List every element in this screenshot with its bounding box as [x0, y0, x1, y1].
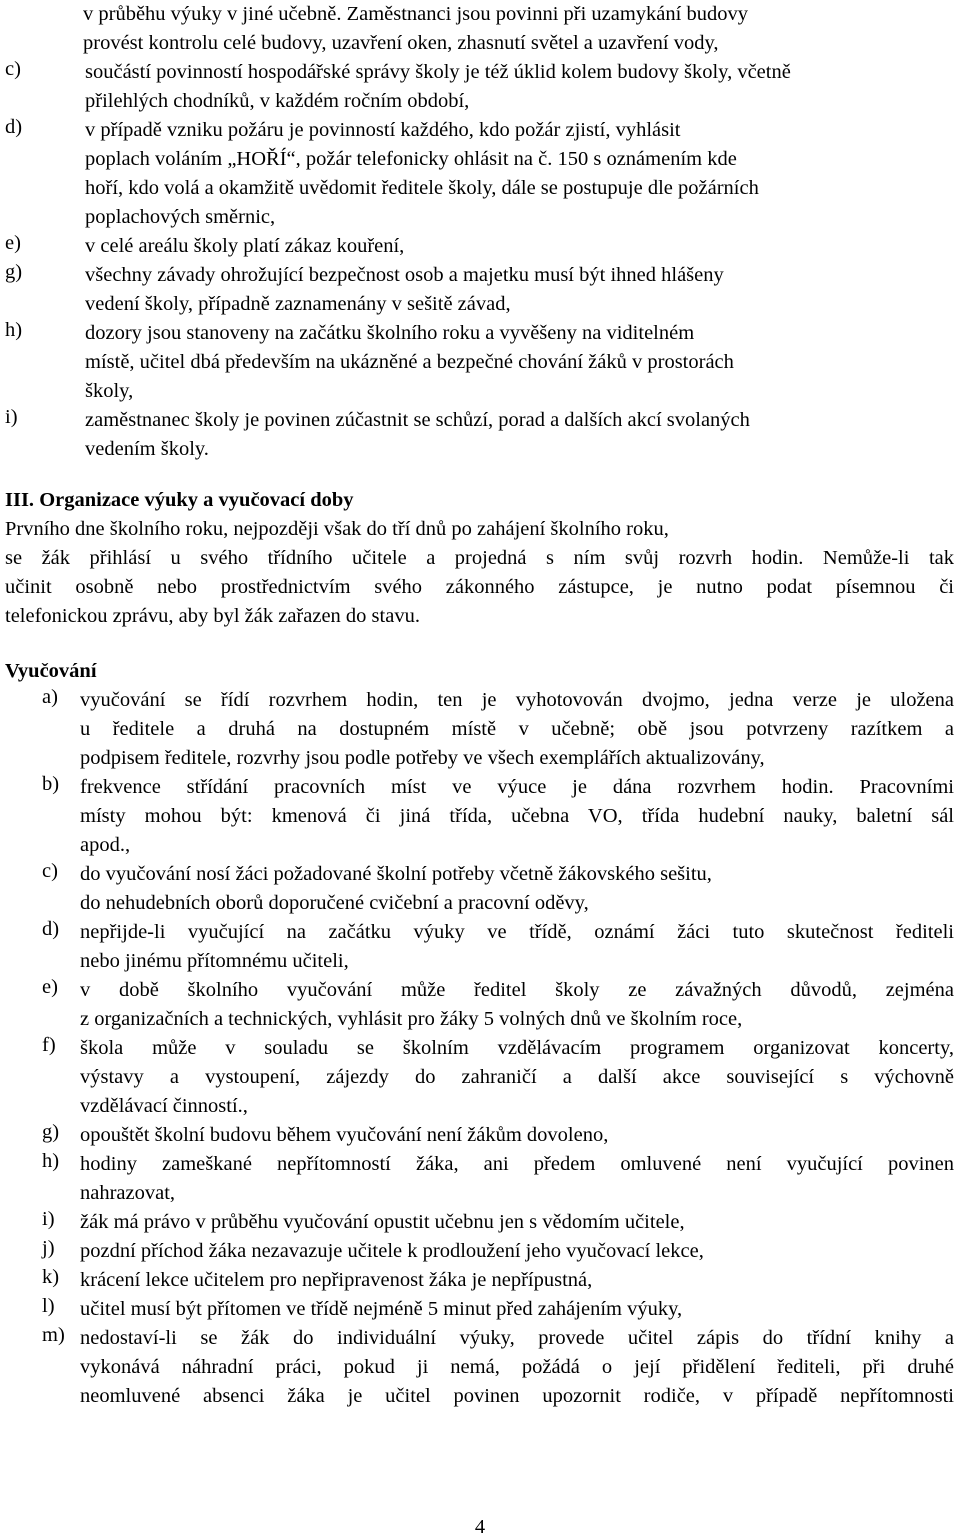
text-line: Prvního dne školního roku, nejpozději však do tří dnů po zahájení školního roku, — [5, 518, 669, 540]
text-line: učitel musí být přítomen ve třídě nejméně 5 minut před zahájením výuky, — [80, 1298, 683, 1320]
text-line: dozory jsou stanoveny na začátku školního roku a vyvěšeny na viditelném — [85, 322, 695, 344]
text-line: u ředitele a druhá na dostupném místě v učebně; obě jsou potvrzeny razítkem a — [80, 718, 954, 740]
text-line: krácení lekce učitelem pro nepřipravenost žáka je nepřípustná, — [80, 1269, 593, 1291]
text-line: přilehlých chodníků, v každém ročním období, — [85, 90, 470, 112]
list-item — [5, 860, 954, 918]
text-line: v průběhu výuky v jiné učebně. Zaměstnanci jsou povinni při uzamykání budovy — [83, 3, 748, 25]
text-line: vedením školy. — [85, 438, 209, 460]
item-label: i) — [5, 406, 18, 428]
text-line: v celé areálu školy platí zákaz kouření, — [85, 235, 405, 257]
text-line: místy mohou být: kmenová či jiná třída, učebna VO, třída hudební nauky, baletní sál — [80, 805, 954, 827]
subsection-heading: Vyučování — [5, 660, 97, 682]
text-line: žák má právo v průběhu vyučování opustit učebnu jen s vědomím učitele, — [80, 1211, 685, 1233]
item-label: l) — [42, 1295, 55, 1317]
text-line: vyučování se řídí rozvrhem hodin, ten je vyhotovován dvojmo, jedna verze je uložena — [80, 689, 954, 711]
list-item — [5, 918, 954, 976]
text-line: školy, — [85, 380, 134, 402]
item-label: b) — [42, 773, 60, 795]
item-label: a) — [42, 686, 58, 708]
item-label: d) — [42, 918, 60, 940]
list-item — [5, 1295, 954, 1324]
text-line: všechny závady ohrožující bezpečnost osob a majetku musí být ihned hlášeny — [85, 264, 724, 286]
list-item — [5, 232, 954, 261]
item-label: k) — [42, 1266, 60, 1288]
text-line: místě, učitel dbá především na ukázněné a bezpečné chování žáků v prostorách — [85, 351, 734, 373]
list-item — [5, 406, 954, 464]
list-item — [5, 1237, 954, 1266]
text-line: podpisem ředitele, rozvrhy jsou podle potřeby ve všech exemplářích aktualizovány, — [80, 747, 765, 769]
teaching-rules-list — [5, 686, 954, 1411]
text-line: zaměstnanec školy je povinen zúčastnit se schůzí, porad a dalších akcí svolaných — [85, 409, 750, 431]
item-label: g) — [42, 1121, 60, 1143]
text-line: z organizačních a technických, vyhlásit pro žáky 5 volných dnů ve školním roce, — [80, 1008, 743, 1030]
section-paragraph — [5, 515, 954, 631]
list-item — [5, 319, 954, 406]
text-line: v případě vzniku požáru je povinností každého, kdo požár zjistí, vyhlásit — [85, 119, 681, 141]
item-label: f) — [42, 1034, 56, 1056]
text-line: nedostaví-li se žák do individuální výuky, provede učitel zápis do třídní knihy a — [80, 1327, 954, 1349]
list-item — [5, 773, 954, 860]
text-line: učinit osobně nebo prostřednictvím svého zákonného zástupce, je nutno podat písemnou či — [5, 576, 954, 598]
page-content — [5, 0, 954, 1411]
list-item — [5, 1150, 954, 1208]
item-label: j) — [42, 1237, 55, 1259]
text-line: opouštět školní budovu během vyučování není žákům dovoleno, — [80, 1124, 609, 1146]
text-line: hodiny zameškané nepřítomností žáka, ani předem omluvené není vyučující povinen — [80, 1153, 954, 1175]
item-label: h) — [5, 319, 23, 341]
list-item — [5, 58, 954, 116]
intro-paragraph — [5, 0, 954, 58]
list-item — [5, 1266, 954, 1295]
text-line: škola může v souladu se školním vzdělávacím programem organizovat koncerty, — [80, 1037, 954, 1059]
text-line: nebo jinému přítomnému učiteli, — [80, 950, 349, 972]
text-line: poplach voláním „HOŘÍ“, požár telefonicky ohlásit na č. 150 s oznámením kde — [85, 148, 737, 170]
text-line: hoří, kdo volá a okamžitě uvědomit ředitele školy, dále se postupuje dle požárních — [85, 177, 759, 199]
list-item — [5, 261, 954, 319]
item-label: c) — [5, 58, 21, 80]
item-label: d) — [5, 116, 23, 138]
text-line: pozdní příchod žáka nezavazuje učitele k prodloužení jeho vyučovací lekce, — [80, 1240, 704, 1262]
text-line: apod., — [80, 834, 131, 856]
text-line: v době školního vyučování může ředitel školy ze závažných důvodů, zejména — [80, 979, 954, 1001]
item-label: g) — [5, 261, 23, 283]
text-line: vedení školy, případně zaznamenány v sešitě závad, — [85, 293, 511, 315]
page-number: 4 — [474, 1516, 486, 1538]
text-line: výstavy a vystoupení, zájezdy do zahraničí a další akce související s výchovně — [80, 1066, 954, 1088]
item-label: m) — [42, 1324, 65, 1346]
text-line: neomluvené absenci žáka je učitel povinen upozornit rodiče, v případě nepřítomnosti — [80, 1385, 954, 1407]
list-item — [5, 686, 954, 773]
item-label: h) — [42, 1150, 60, 1172]
text-line: poplachových směrnic, — [85, 206, 276, 228]
item-label: c) — [42, 860, 58, 882]
section-title: Organizace výuky a vyučovací doby — [39, 489, 354, 511]
text-line: do nehudebních oborů doporučené cvičební a pracovní oděvy, — [80, 892, 589, 914]
text-line: nepřijde-li vyučující na začátku výuky ve třídě, oznámí žáci tuto skutečnost řediteli — [80, 921, 954, 943]
section-number: III. — [5, 489, 35, 511]
text-line: se žák přihlásí u svého třídního učitele a projedná s ním svůj rozvrh hodin. Nemůže-li tak — [5, 547, 954, 569]
list-item — [5, 116, 954, 232]
list-item — [5, 1121, 954, 1150]
text-line: součástí povinností hospodářské správy školy je též úklid kolem budovy školy, včetně — [85, 61, 791, 83]
text-line: vykonává náhradní práci, pokud ji nemá, požádá o její přidělení řediteli, při druhé — [80, 1356, 954, 1378]
list-item — [5, 1324, 954, 1411]
text-line: nahrazovat, — [80, 1182, 176, 1204]
text-line: provést kontrolu celé budovy, uzavření oken, zhasnutí světel a uzavření vody, — [83, 32, 719, 54]
text-line: vzdělávací činností., — [80, 1095, 248, 1117]
item-label: e) — [5, 232, 21, 254]
section-heading — [5, 486, 954, 515]
list-item — [5, 1208, 954, 1237]
text-line: do vyučování nosí žáci požadované školní potřeby včetně žákovského sešitu, — [80, 863, 712, 885]
list-item — [5, 1034, 954, 1121]
item-label: e) — [42, 976, 58, 998]
item-label: i) — [42, 1208, 55, 1230]
rules-list — [5, 58, 954, 464]
list-item — [5, 976, 954, 1034]
text-line: telefonickou zprávu, aby byl žák zařazen do stavu. — [5, 605, 420, 627]
text-line: frekvence střídání pracovních míst ve výuce je dána rozvrhem hodin. Pracovními — [80, 776, 954, 798]
